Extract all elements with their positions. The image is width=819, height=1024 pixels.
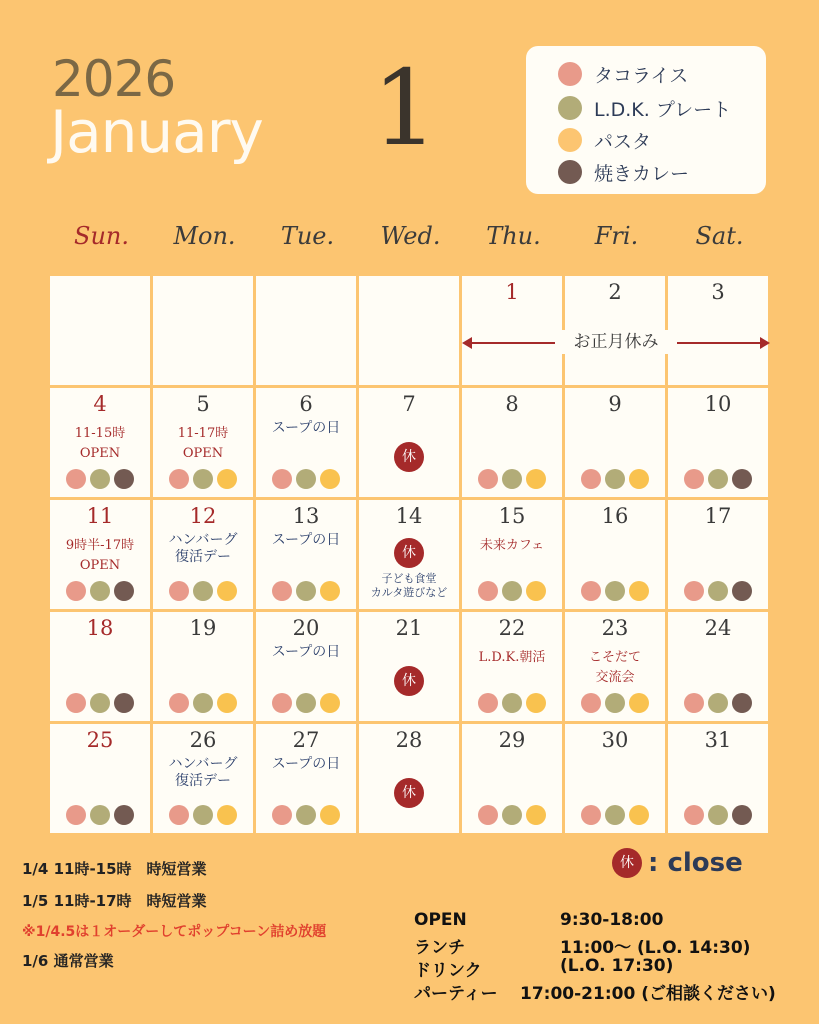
- menu-dots: [256, 693, 356, 713]
- closed-icon: 休: [394, 778, 424, 808]
- day-note: 9時半-17時 OPEN: [65, 538, 135, 573]
- menu-dot-yellow: [217, 693, 237, 713]
- menu-dot-pink: [66, 469, 86, 489]
- menu-dot-pink: [581, 805, 601, 825]
- menu-dots: [153, 469, 253, 489]
- day-number: 19: [189, 616, 217, 640]
- legend-dot-yellow: [558, 128, 582, 152]
- menu-dot-olive: [708, 805, 728, 825]
- menu-dot-yellow: [320, 693, 340, 713]
- menu-dot-pink: [684, 805, 704, 825]
- legend-dot-pink: [558, 62, 582, 86]
- menu-dots: [50, 693, 150, 713]
- legend-label: パスタ: [594, 130, 652, 153]
- day-note: スープの日: [271, 756, 341, 772]
- calendar-day-cell: [565, 500, 665, 609]
- calendar-cell-empty: [153, 276, 253, 385]
- footer-note: 1/5 11時-17時 時短営業: [22, 892, 207, 910]
- menu-dot-brown: [732, 581, 752, 601]
- day-number: 10: [704, 392, 732, 416]
- menu-dot-olive: [296, 581, 316, 601]
- day-number: 2: [608, 280, 622, 304]
- menu-dot-yellow: [629, 805, 649, 825]
- closed-icon: 休: [394, 666, 424, 696]
- menu-dots: [668, 581, 768, 601]
- menu-dot-pink: [581, 693, 601, 713]
- legend-item-taco-rice: [558, 60, 688, 88]
- menu-dots: [462, 805, 562, 825]
- day-number: 6: [299, 392, 313, 416]
- calendar-day-cell: [50, 500, 150, 609]
- day-number: 12: [189, 504, 217, 528]
- menu-dot-pink: [581, 469, 601, 489]
- legend-label: 焼きカレー: [594, 162, 690, 185]
- menu-dot-yellow: [526, 693, 546, 713]
- day-number: 1: [505, 280, 519, 304]
- menu-dot-pink: [169, 693, 189, 713]
- menu-dots: [256, 469, 356, 489]
- day-note: 子ども食堂 カルタ遊びなど: [370, 572, 448, 599]
- day-number: 17: [704, 504, 732, 528]
- menu-dot-olive: [90, 581, 110, 601]
- day-number: 14: [395, 504, 423, 528]
- menu-dot-brown: [114, 469, 134, 489]
- footer-note: 1/4 11時-15時 時短営業: [22, 860, 207, 878]
- menu-dot-brown: [732, 693, 752, 713]
- menu-dot-brown: [114, 805, 134, 825]
- legend-dot-brown: [558, 160, 582, 184]
- weekday-tue: Tue.: [280, 222, 335, 250]
- menu-dots: [50, 581, 150, 601]
- menu-dot-pink: [169, 805, 189, 825]
- hours-label: OPEN: [414, 910, 467, 930]
- weekday-fri: Fri.: [594, 222, 639, 250]
- menu-dot-olive: [193, 693, 213, 713]
- menu-dot-yellow: [526, 469, 546, 489]
- calendar-day-cell: [359, 500, 459, 609]
- menu-dot-olive: [502, 581, 522, 601]
- menu-dot-pink: [684, 469, 704, 489]
- arrow-left-icon: [462, 337, 472, 349]
- close-legend-label: : close: [648, 848, 743, 878]
- menu-dots: [462, 581, 562, 601]
- menu-dot-olive: [502, 693, 522, 713]
- day-number: 3: [711, 280, 725, 304]
- day-number: 9: [608, 392, 622, 416]
- menu-dots: [153, 805, 253, 825]
- menu-dot-olive: [90, 693, 110, 713]
- menu-dot-pink: [169, 469, 189, 489]
- menu-dot-olive: [296, 693, 316, 713]
- day-number: 29: [498, 728, 526, 752]
- calendar-day-cell: [668, 276, 768, 385]
- calendar-day-cell: [256, 388, 356, 497]
- menu-dots: [153, 693, 253, 713]
- menu-legend: [526, 46, 766, 194]
- day-note: 未来カフェ: [479, 538, 545, 553]
- menu-dot-yellow: [629, 581, 649, 601]
- calendar-day-cell: [50, 612, 150, 721]
- day-number: 18: [86, 616, 114, 640]
- day-number: 22: [498, 616, 526, 640]
- year-heading: 2026: [52, 50, 176, 108]
- weekday-wed: Wed.: [380, 222, 441, 250]
- menu-dot-yellow: [217, 581, 237, 601]
- menu-dot-olive: [90, 469, 110, 489]
- day-number: 16: [601, 504, 629, 528]
- legend-label: L.D.K. プレート: [594, 98, 732, 121]
- day-note: 11-15時 OPEN: [74, 426, 126, 461]
- menu-dot-olive: [708, 581, 728, 601]
- day-note: こそだて 交流会: [588, 650, 641, 685]
- day-number: 4: [93, 392, 107, 416]
- calendar-grid: [50, 276, 770, 836]
- calendar-day-cell: [359, 388, 459, 497]
- menu-dot-olive: [708, 469, 728, 489]
- month-name-heading: January: [50, 98, 263, 166]
- calendar-day-cell: [359, 612, 459, 721]
- weekday-sat: Sat.: [695, 222, 744, 250]
- calendar-day-cell: [462, 724, 562, 833]
- calendar-day-cell: [153, 500, 253, 609]
- menu-dot-olive: [605, 469, 625, 489]
- legend-dot-olive: [558, 96, 582, 120]
- calendar-day-cell: [153, 724, 253, 833]
- menu-dot-olive: [502, 805, 522, 825]
- menu-dot-pink: [581, 581, 601, 601]
- menu-dots: [668, 693, 768, 713]
- menu-dot-brown: [732, 805, 752, 825]
- calendar-day-cell: [153, 612, 253, 721]
- day-number: 26: [189, 728, 217, 752]
- day-number: 27: [292, 728, 320, 752]
- menu-dots: [668, 805, 768, 825]
- menu-dot-olive: [605, 693, 625, 713]
- menu-dots: [50, 469, 150, 489]
- month-number: 1: [372, 47, 439, 169]
- calendar-cell-empty: [50, 276, 150, 385]
- day-note: ハンバーグ 復活デー: [168, 756, 238, 789]
- day-number: 8: [505, 392, 519, 416]
- day-number: 23: [601, 616, 629, 640]
- menu-dot-olive: [708, 693, 728, 713]
- legend-item-pasta: [558, 126, 651, 154]
- calendar-day-cell: [668, 500, 768, 609]
- menu-dots: [565, 693, 665, 713]
- hours-value: 17:00-21:00 (ご相談ください): [520, 984, 776, 1004]
- menu-dot-olive: [90, 805, 110, 825]
- menu-dots: [462, 693, 562, 713]
- calendar-day-cell: [50, 388, 150, 497]
- closed-icon: 休: [394, 538, 424, 568]
- menu-dot-olive: [296, 469, 316, 489]
- menu-dot-pink: [272, 469, 292, 489]
- menu-dot-brown: [732, 469, 752, 489]
- calendar-day-cell: [565, 724, 665, 833]
- menu-dot-pink: [684, 581, 704, 601]
- day-number: 5: [196, 392, 210, 416]
- hours-value: 9:30-18:00: [560, 910, 664, 930]
- day-number: 7: [402, 392, 416, 416]
- day-number: 20: [292, 616, 320, 640]
- menu-dots: [50, 805, 150, 825]
- day-note: ハンバーグ 復活デー: [168, 532, 238, 565]
- holiday-label: お正月休み: [555, 330, 677, 354]
- hours-label: ドリンク: [414, 961, 482, 981]
- menu-dots: [462, 469, 562, 489]
- footer-note: 1/6 通常営業: [22, 952, 114, 970]
- weekday-sun: Sun.: [74, 222, 129, 250]
- calendar-day-cell: [668, 724, 768, 833]
- hours-label: パーティー: [414, 984, 498, 1004]
- day-number: 15: [498, 504, 526, 528]
- menu-dot-olive: [193, 581, 213, 601]
- menu-dot-pink: [478, 693, 498, 713]
- weekday-mon: Mon.: [173, 222, 236, 250]
- legend-label: タコライス: [594, 64, 689, 87]
- menu-dots: [256, 805, 356, 825]
- menu-dots: [256, 581, 356, 601]
- calendar-day-cell: [462, 276, 562, 385]
- menu-dot-pink: [169, 581, 189, 601]
- menu-dot-brown: [114, 581, 134, 601]
- day-number: 31: [704, 728, 732, 752]
- day-note: スープの日: [271, 644, 341, 660]
- hours-value: 11:00～ (L.O. 14:30): [560, 938, 751, 958]
- menu-dots: [153, 581, 253, 601]
- menu-dot-pink: [478, 581, 498, 601]
- menu-dot-yellow: [320, 805, 340, 825]
- menu-dots: [668, 469, 768, 489]
- day-number: 11: [86, 504, 114, 528]
- menu-dot-yellow: [526, 581, 546, 601]
- menu-dot-olive: [605, 581, 625, 601]
- calendar-cell-empty: [359, 276, 459, 385]
- calendar-day-cell: [256, 612, 356, 721]
- menu-dot-yellow: [320, 469, 340, 489]
- day-number: 13: [292, 504, 320, 528]
- day-number: 30: [601, 728, 629, 752]
- calendar-day-cell: [565, 388, 665, 497]
- menu-dot-yellow: [217, 805, 237, 825]
- menu-dot-pink: [272, 805, 292, 825]
- calendar-day-cell: [462, 612, 562, 721]
- calendar-day-cell: [668, 612, 768, 721]
- day-number: 25: [86, 728, 114, 752]
- day-number: 28: [395, 728, 423, 752]
- calendar-day-cell: [153, 388, 253, 497]
- day-note: L.D.K.朝活: [478, 650, 546, 665]
- menu-dots: [565, 805, 665, 825]
- menu-dot-pink: [272, 693, 292, 713]
- day-number: 21: [395, 616, 423, 640]
- calendar-day-cell: [50, 724, 150, 833]
- menu-dot-pink: [478, 805, 498, 825]
- menu-dot-yellow: [320, 581, 340, 601]
- menu-dot-olive: [193, 469, 213, 489]
- menu-dot-pink: [66, 693, 86, 713]
- menu-dot-olive: [605, 805, 625, 825]
- close-legend: [612, 848, 743, 878]
- legend-item-baked-curry: [558, 158, 689, 186]
- menu-dot-yellow: [629, 469, 649, 489]
- menu-dots: [565, 469, 665, 489]
- closed-icon: 休: [394, 442, 424, 472]
- day-note: スープの日: [271, 532, 341, 548]
- hours-label: ランチ: [414, 938, 465, 958]
- menu-dots: [565, 581, 665, 601]
- day-number: 24: [704, 616, 732, 640]
- menu-dot-olive: [193, 805, 213, 825]
- menu-dot-pink: [66, 805, 86, 825]
- menu-dot-olive: [502, 469, 522, 489]
- menu-dot-pink: [272, 581, 292, 601]
- day-note: スープの日: [271, 420, 341, 436]
- calendar-day-cell: [462, 388, 562, 497]
- calendar-day-cell: [256, 500, 356, 609]
- menu-dot-pink: [66, 581, 86, 601]
- calendar-cell-empty: [256, 276, 356, 385]
- calendar-day-cell: [256, 724, 356, 833]
- calendar-day-cell: [462, 500, 562, 609]
- menu-dot-pink: [478, 469, 498, 489]
- legend-item-ldk-plate: [558, 94, 731, 122]
- day-note: 11-17時 OPEN: [177, 426, 229, 461]
- menu-dot-yellow: [217, 469, 237, 489]
- menu-dot-yellow: [526, 805, 546, 825]
- footer-note-highlight: ※1/4.5は１オーダーしてポップコーン詰め放題: [22, 924, 327, 940]
- calendar-day-cell: [359, 724, 459, 833]
- hours-value: (L.O. 17:30): [560, 956, 674, 976]
- calendar-day-cell: [668, 388, 768, 497]
- menu-dot-olive: [296, 805, 316, 825]
- closed-icon: 休: [612, 848, 642, 878]
- weekday-thu: Thu.: [486, 222, 541, 250]
- menu-dot-yellow: [629, 693, 649, 713]
- menu-dot-brown: [114, 693, 134, 713]
- calendar-day-cell: [565, 612, 665, 721]
- arrow-right-icon: [760, 337, 770, 349]
- menu-dot-pink: [684, 693, 704, 713]
